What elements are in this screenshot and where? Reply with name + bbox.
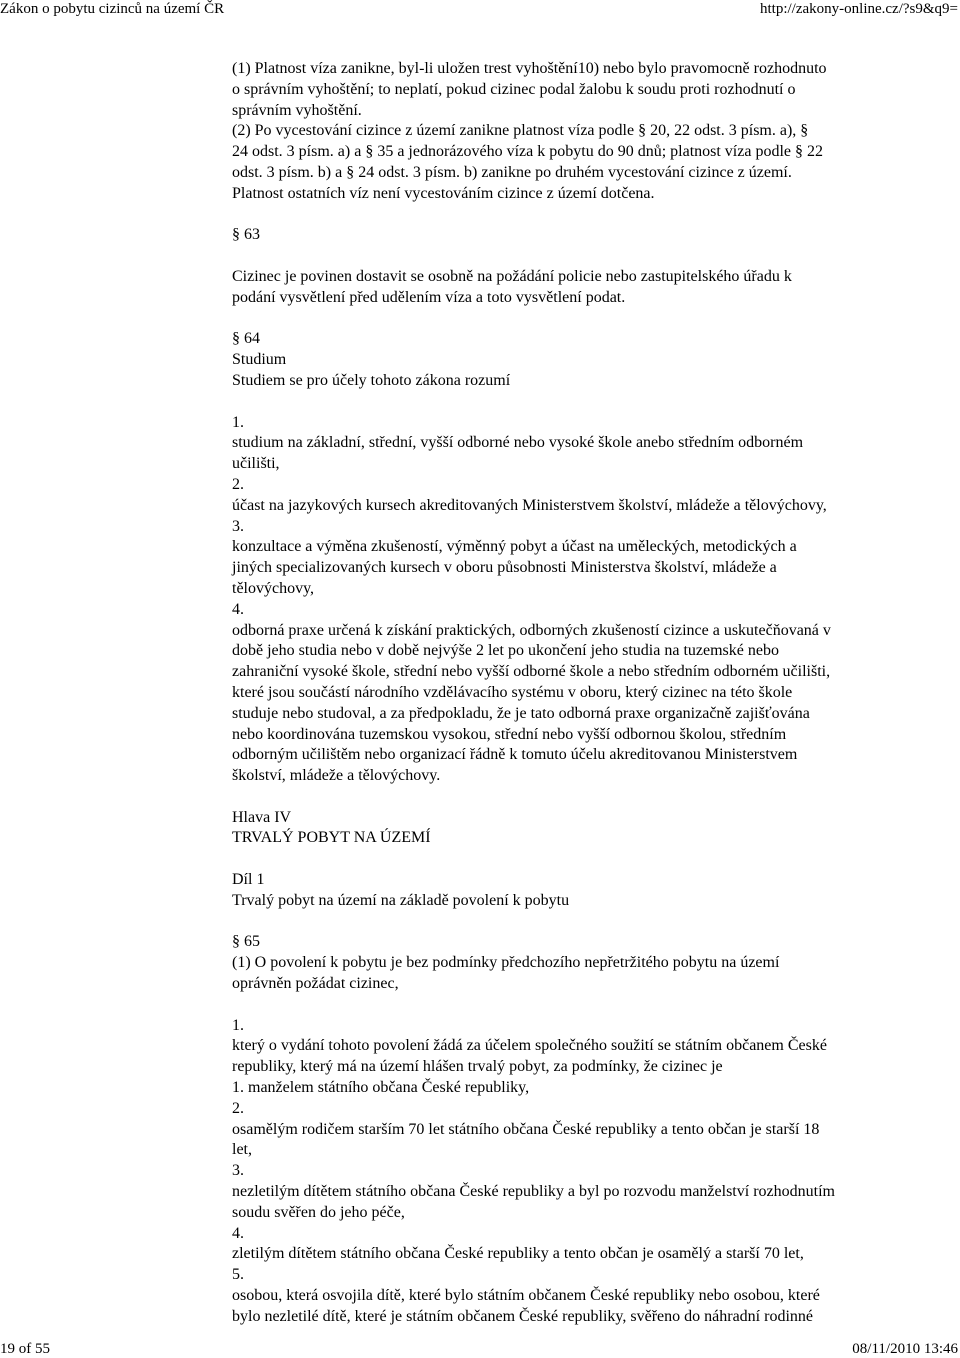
text-line: let, — [232, 1141, 252, 1159]
text-line: 1. — [232, 413, 244, 431]
text-line: § 64 — [232, 330, 260, 348]
blank-line — [232, 787, 904, 808]
text-line: bylo nezletilé dítě, které je státním občanem České republiky, svěřeno do náhradní rodinné — [232, 1307, 813, 1325]
text-line: (2) Po vycestování cizince z území zanikne platnost víza podle § 20, 22 odst. 3 písm. a), § — [232, 122, 809, 140]
text-line: jiných specializovaných kursech v oboru působnosti Ministerstva školství, mládeže a — [232, 559, 777, 577]
text-line: zahraniční vysoké škole, střední nebo vyšší odborné škole a nebo středním odborném učilišti, — [232, 663, 831, 681]
text-line: (1) O povolení k pobytu je bez podmínky předchozího nepřetržitého pobytu na území — [232, 954, 780, 972]
text-line: nezletilým dítětem státního občana České republiky a byl po rozvodu manželství rozhodnutím — [232, 1183, 835, 1201]
header-url: http://zakony-online.cz/?s9&q9= — [760, 1, 958, 17]
text-line: republiky, který má na území hlášen trvalý pobyt, za podmínky, že cizinec je — [232, 1058, 723, 1076]
text-line: Studium — [232, 351, 287, 369]
text-line: Díl 1 — [232, 871, 265, 889]
text-line: Trvalý pobyt na území na základě povolení k pobytu — [232, 891, 570, 909]
header-title: Zákon o pobytu cizinců na území ČR — [0, 1, 225, 17]
text-line: studuje nebo studoval, a za předpokladu, že je tato odborná praxe organizačně zajišťována — [232, 704, 810, 722]
text-line: školství, mládeže a tělovýchovy. — [232, 767, 441, 785]
text-line: 3. — [232, 517, 244, 535]
blank-line — [232, 205, 904, 226]
text-line: Platnost ostatních víz není vycestováním cizince z území dotčena. — [232, 184, 655, 202]
text-line: o správním vyhoštění; to neplatí, pokud cizinec podal žalobu k soudu proti rozhodnutí o — [232, 80, 796, 98]
page-number: 19 of 55 — [0, 1341, 50, 1357]
text-line: konzultace a výměna zkušeností, výměnný pobyt a účast na uměleckých, metodických a — [232, 538, 797, 556]
text-line: nebo koordinována tuzemskou vysokou, střední nebo vyšší odbornou školou, středním — [232, 725, 787, 743]
blank-line — [232, 246, 904, 267]
text-line: 1. — [232, 1016, 244, 1034]
text-line: odborná praxe určená k získání praktických, odborných zkušeností cizince a uskutečňovaná v — [232, 621, 831, 639]
text-line: zletilým dítětem státního občana České republiky a tento občan je osamělý a starší 70 let, — [232, 1245, 804, 1263]
text-line: osobou, která osvojila dítě, které bylo státním občanem České republiky nebo osobou, které — [232, 1287, 820, 1305]
text-line: Studiem se pro účely tohoto zákona rozumí — [232, 371, 511, 389]
blank-line — [232, 995, 904, 1016]
text-line: který o vydání tohoto povolení žádá za účelem společného soužití se státním občanem České — [232, 1037, 827, 1055]
text-line: soudu svěřen do jeho péče, — [232, 1203, 405, 1221]
text-line: oprávněn požádat cizinec, — [232, 975, 399, 993]
text-line: odborným učilištěm nebo organizací řádně k tomuto účelu akreditovanou Ministerstvem — [232, 746, 798, 764]
blank-line — [232, 912, 904, 933]
text-line: 2. — [232, 475, 244, 493]
text-line: TRVALÝ POBYT NA ÚZEMÍ — [232, 829, 431, 847]
text-line: tělovýchovy, — [232, 579, 315, 597]
text-line: osamělým rodičem starším 70 let státního občana České republiky a tento občan je starší 18 — [232, 1120, 820, 1138]
blank-line — [232, 392, 904, 413]
text-line: které jsou součástí národního vzdělávacího systému v oboru, který cizinec na této škole — [232, 683, 793, 701]
text-line: 2. — [232, 1099, 244, 1117]
text-line: 5. — [232, 1266, 244, 1284]
text-line: Hlava IV — [232, 808, 292, 826]
text-line: § 63 — [232, 226, 260, 244]
blank-line — [232, 849, 904, 870]
text-line: 4. — [232, 600, 244, 618]
document-body — [232, 59, 904, 1328]
text-line: 1. manželem státního občana České republiky, — [232, 1079, 530, 1097]
text-line: podání vysvětlení před udělením víza a toto vysvětlení podat. — [232, 288, 626, 306]
text-line: Cizinec je povinen dostavit se osobně na požádání policie nebo zastupitelského úřadu k — [232, 267, 792, 285]
text-line: 3. — [232, 1162, 244, 1180]
text-line: odst. 3 písm. b) a § 24 odst. 3 písm. b) zanikne po druhém vycestování cizince z území. — [232, 163, 792, 181]
text-line: § 65 — [232, 933, 260, 951]
text-line: správním vyhoštění. — [232, 101, 362, 119]
text-line: době jeho studia nebo v době nejvýše 2 let po ukončení jeho studia na tuzemské nebo — [232, 642, 779, 660]
text-line: studium na základní, střední, vyšší odborné nebo vysoké škole anebo středním odborném — [232, 434, 804, 452]
text-line: 24 odst. 3 písm. a) a § 35 a jednorázového víza k pobytu do 90 dnů; platnost víza podle § 22 — [232, 143, 823, 161]
text-line: (1) Platnost víza zanikne, byl-li uložen trest vyhoštění10) nebo bylo pravomocně rozhodnuto — [232, 60, 827, 77]
text-line: učilišti, — [232, 455, 280, 473]
print-datetime: 08/11/2010 13:46 — [852, 1341, 958, 1357]
blank-line — [232, 309, 904, 330]
text-line: účast na jazykových kursech akreditovaných Ministerstvem školství, mládeže a tělovýchovy, — [232, 496, 827, 514]
text-line: 4. — [232, 1224, 244, 1242]
